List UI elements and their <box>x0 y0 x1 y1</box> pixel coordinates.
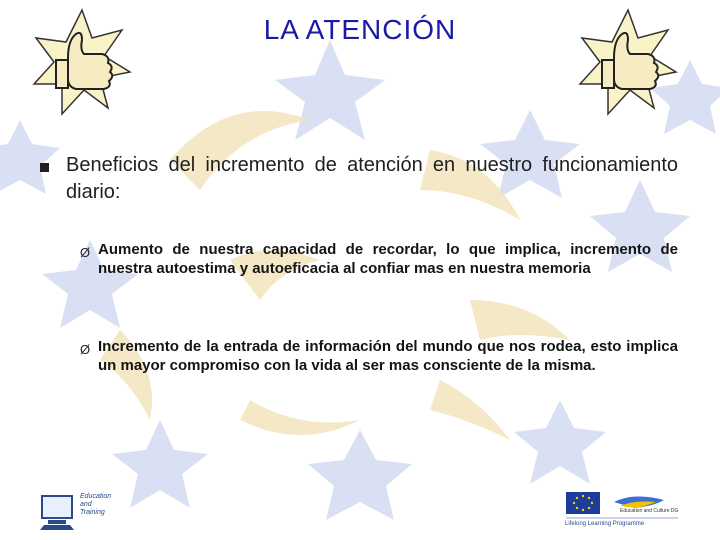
sub-bullet-2: Incremento de la entrada de información del mundo que nos rodea, esto implica un mayor compromiso con la vida al ser mas consciente de la misma. <box>98 338 678 374</box>
dg-caption: Education and Culture DG <box>620 508 679 514</box>
arrow-bullet-icon: Ø <box>80 342 91 357</box>
programme-caption: Lifelong Learning Programme <box>565 521 645 527</box>
education-training-logo-text: Education and Training <box>80 493 112 516</box>
square-bullet-icon <box>40 163 49 172</box>
slide-title: LA ATENCIÓN <box>263 14 457 45</box>
arrow-bullet-icon: Ø <box>80 245 91 260</box>
main-bullet-text: Beneficios del incremento de atención en nuestro funcionamiento diario: <box>66 154 678 203</box>
sub-bullet-1: Aumento de nuestra capacidad de recordar, lo que implica, incremento de nuestra autoestima y autoeficacia al confiar mas en nuestra memoria <box>98 241 678 277</box>
